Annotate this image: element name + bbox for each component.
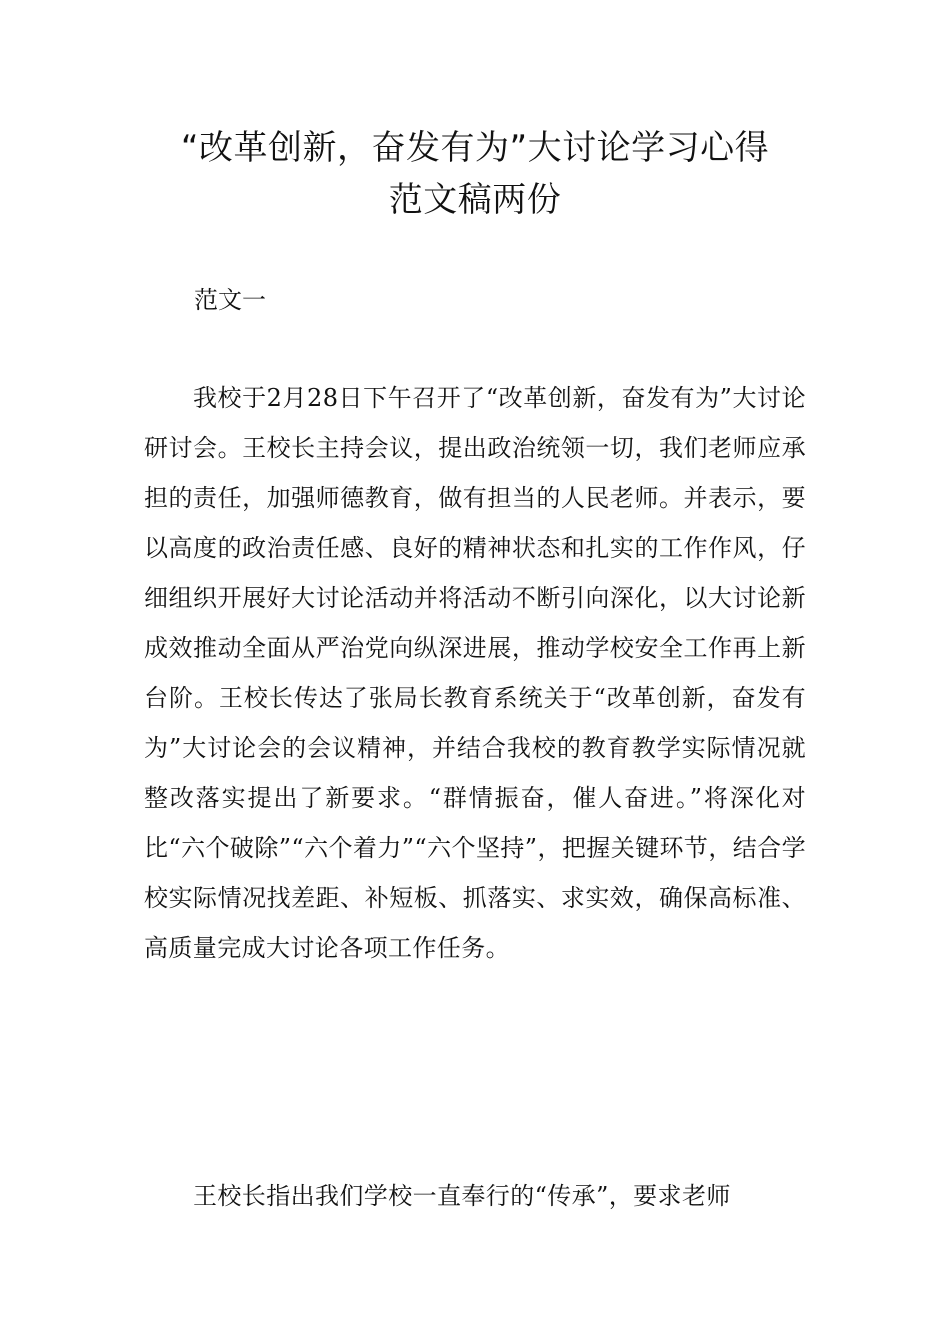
body-paragraph-2: 王校长指出我们学校一直奉行的“传承”，要求老师 <box>193 1182 731 1210</box>
title-line-2: 范文稿两份 <box>388 180 562 220</box>
title-line-1: “改革创新，奋发有为”大讨论学习心得 <box>180 128 770 168</box>
document-title <box>120 122 830 226</box>
body-paragraph-1: 我校于2月28日下午召开了“改革创新，奋发有为”大讨论研讨会。王校长主持会议，提出政治统领一切，我们老师应承担的责任，加强师德教育，做有担当的人民老师。并表示，要以高度的政治责任感、良好的精神状态和扎实的工作作风，仔细组织开展好大讨论活动并将活动不断引向深化，以大讨论新成效推动全面从严治党向纵深进展，推动学校安全工作再上新台阶。王校长传达了张局长教育系统关于“改革创新，奋发有为”大讨论会的会议精神，并结合我校的教育教学实际情况就整改落实提出了新要求。“群情振奋，催人奋进。”将深化对比“六个破除”“六个着力”“六个坚持”，把握关键环节，结合学校实际情况找差距、补短板、抓落实、求实效，确保高标准、高质量完成大讨论各项工作任务。 <box>144 384 806 962</box>
section-label: 范文一 <box>194 286 266 314</box>
